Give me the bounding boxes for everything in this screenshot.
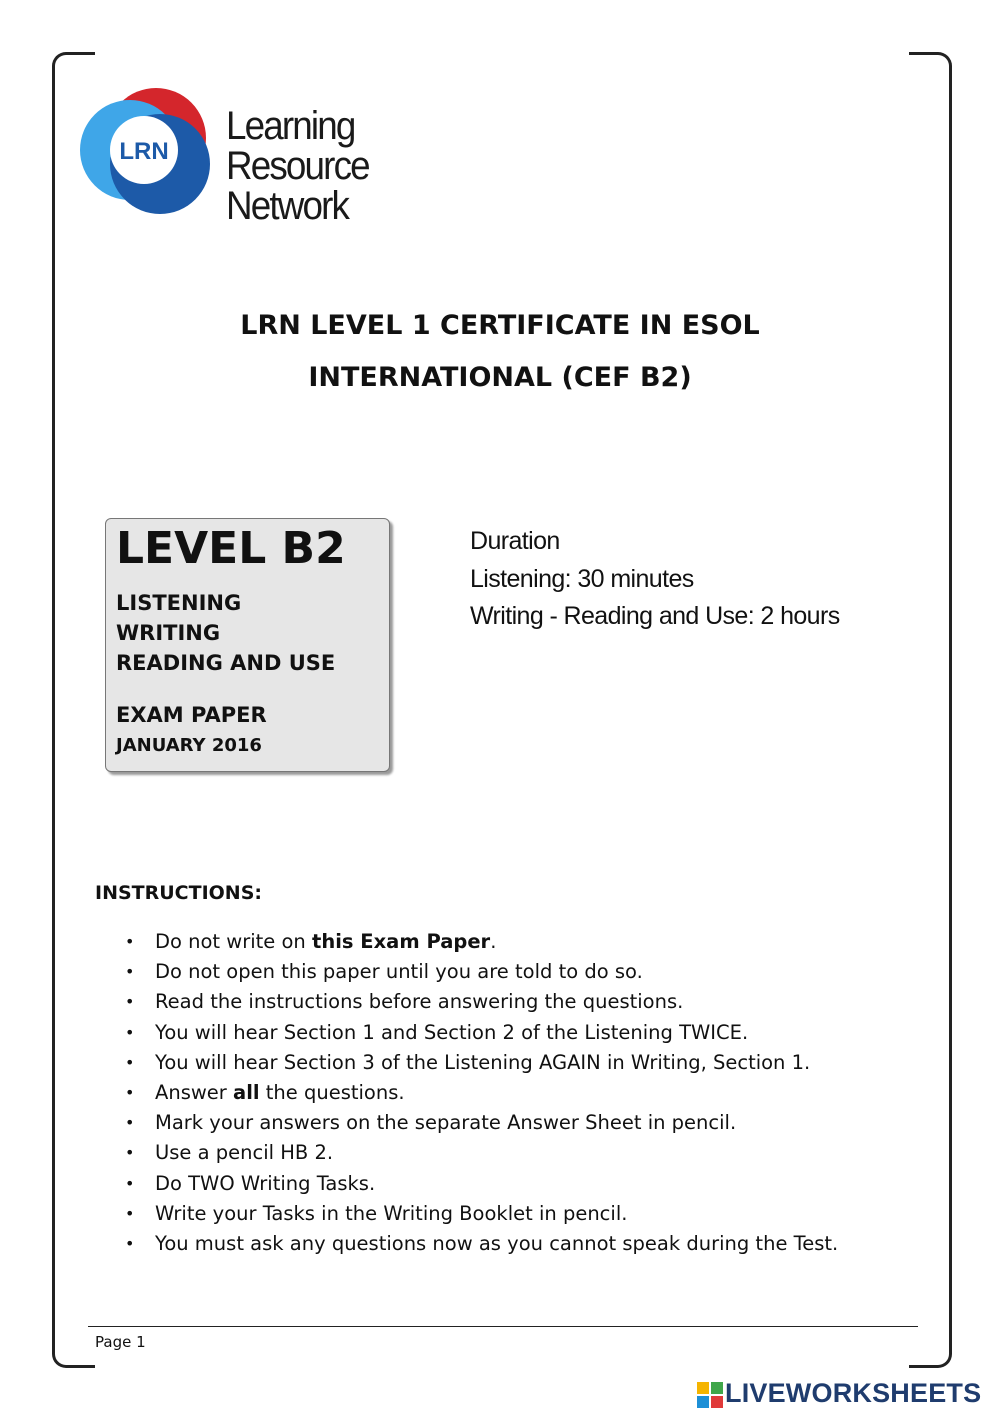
logo-wordmark	[226, 106, 518, 226]
instruction-text: Write your Tasks in the Writing Booklet in pencil.	[155, 1201, 628, 1225]
bullet-icon: •	[125, 1052, 135, 1072]
instruction-item	[125, 1078, 838, 1108]
lrn-logo	[78, 80, 518, 228]
bullet-icon: •	[125, 1233, 135, 1253]
instruction-item	[125, 1108, 838, 1138]
instructions-list	[125, 927, 838, 1259]
lrn-logo-icon	[78, 80, 218, 220]
footer-divider	[88, 1326, 918, 1327]
level-label: LEVEL B2	[116, 523, 346, 574]
instruction-text: You will hear Section 1 and Section 2 of the Listening TWICE.	[155, 1020, 749, 1044]
instructions-heading: INSTRUCTIONS:	[95, 882, 262, 904]
instruction-text: Mark your answers on the separate Answer Sheet in pencil.	[155, 1111, 737, 1135]
duration-listening: Listening: 30 minutes	[470, 565, 694, 593]
bullet-icon: •	[125, 1022, 135, 1042]
bullet-icon: •	[125, 962, 135, 982]
instruction-item	[125, 1229, 838, 1259]
level-info-box	[105, 518, 390, 772]
instruction-text: Do not open this paper until you are told to do so.	[155, 960, 643, 984]
bullet-icon: •	[125, 1113, 135, 1133]
instruction-item	[125, 957, 838, 987]
svg-text:LRN: LRN	[119, 138, 169, 165]
page-frame-left	[52, 52, 95, 1368]
duration-writing: Writing - Reading and Use: 2 hours	[470, 602, 840, 630]
instruction-text: Do not write on	[155, 930, 312, 953]
page-frame-right	[909, 52, 952, 1368]
instruction-item	[125, 1199, 838, 1229]
bullet-icon: •	[125, 932, 135, 951]
instruction-text-end: the questions.	[259, 1080, 405, 1104]
instruction-emphasis: this Exam Paper	[312, 930, 491, 953]
bullet-icon: •	[125, 1082, 135, 1102]
instruction-emphasis: all	[233, 1080, 260, 1104]
instruction-text: Answer	[155, 1080, 234, 1104]
bullet-icon: •	[125, 1143, 135, 1163]
certificate-title-line-2: INTERNATIONAL (CEF B2)	[308, 362, 692, 393]
instruction-item	[125, 1048, 838, 1078]
instruction-item	[125, 927, 838, 957]
exam-paper-label: EXAM PAPER	[116, 703, 267, 727]
exam-date: JANUARY 2016	[116, 735, 262, 756]
bullet-icon: •	[125, 1203, 135, 1223]
instruction-text: Read the instructions before answering the questions.	[155, 990, 684, 1014]
duration-heading: Duration	[470, 527, 560, 555]
certificate-title-line-1: LRN LEVEL 1 CERTIFICATE IN ESOL	[240, 310, 760, 341]
section-reading-and-use: READING AND USE	[116, 651, 336, 675]
logo-line-1: Learning	[226, 104, 355, 148]
page-number: Page 1	[95, 1333, 146, 1351]
section-listening: LISTENING	[116, 591, 242, 615]
instruction-text: Use a pencil HB 2.	[155, 1141, 334, 1165]
instruction-item	[125, 987, 838, 1017]
instruction-text-end: .	[490, 930, 497, 953]
liveworksheets-icon	[697, 1382, 723, 1408]
instruction-text: You will hear Section 3 of the Listening AGAIN in Writing, Section 1.	[155, 1050, 811, 1074]
bullet-icon: •	[125, 1173, 135, 1193]
instruction-item	[125, 1169, 838, 1199]
watermark-text: LIVEWORKSHEETS	[725, 1378, 982, 1408]
instruction-text: You must ask any questions now as you cannot speak during the Test.	[155, 1231, 839, 1255]
logo-line-2: Resource Network	[226, 144, 369, 228]
instruction-item	[125, 1138, 838, 1168]
instruction-item	[125, 1018, 838, 1048]
instruction-text: Do TWO Writing Tasks.	[155, 1171, 376, 1195]
bullet-icon: •	[125, 992, 135, 1012]
section-writing: WRITING	[116, 621, 221, 645]
